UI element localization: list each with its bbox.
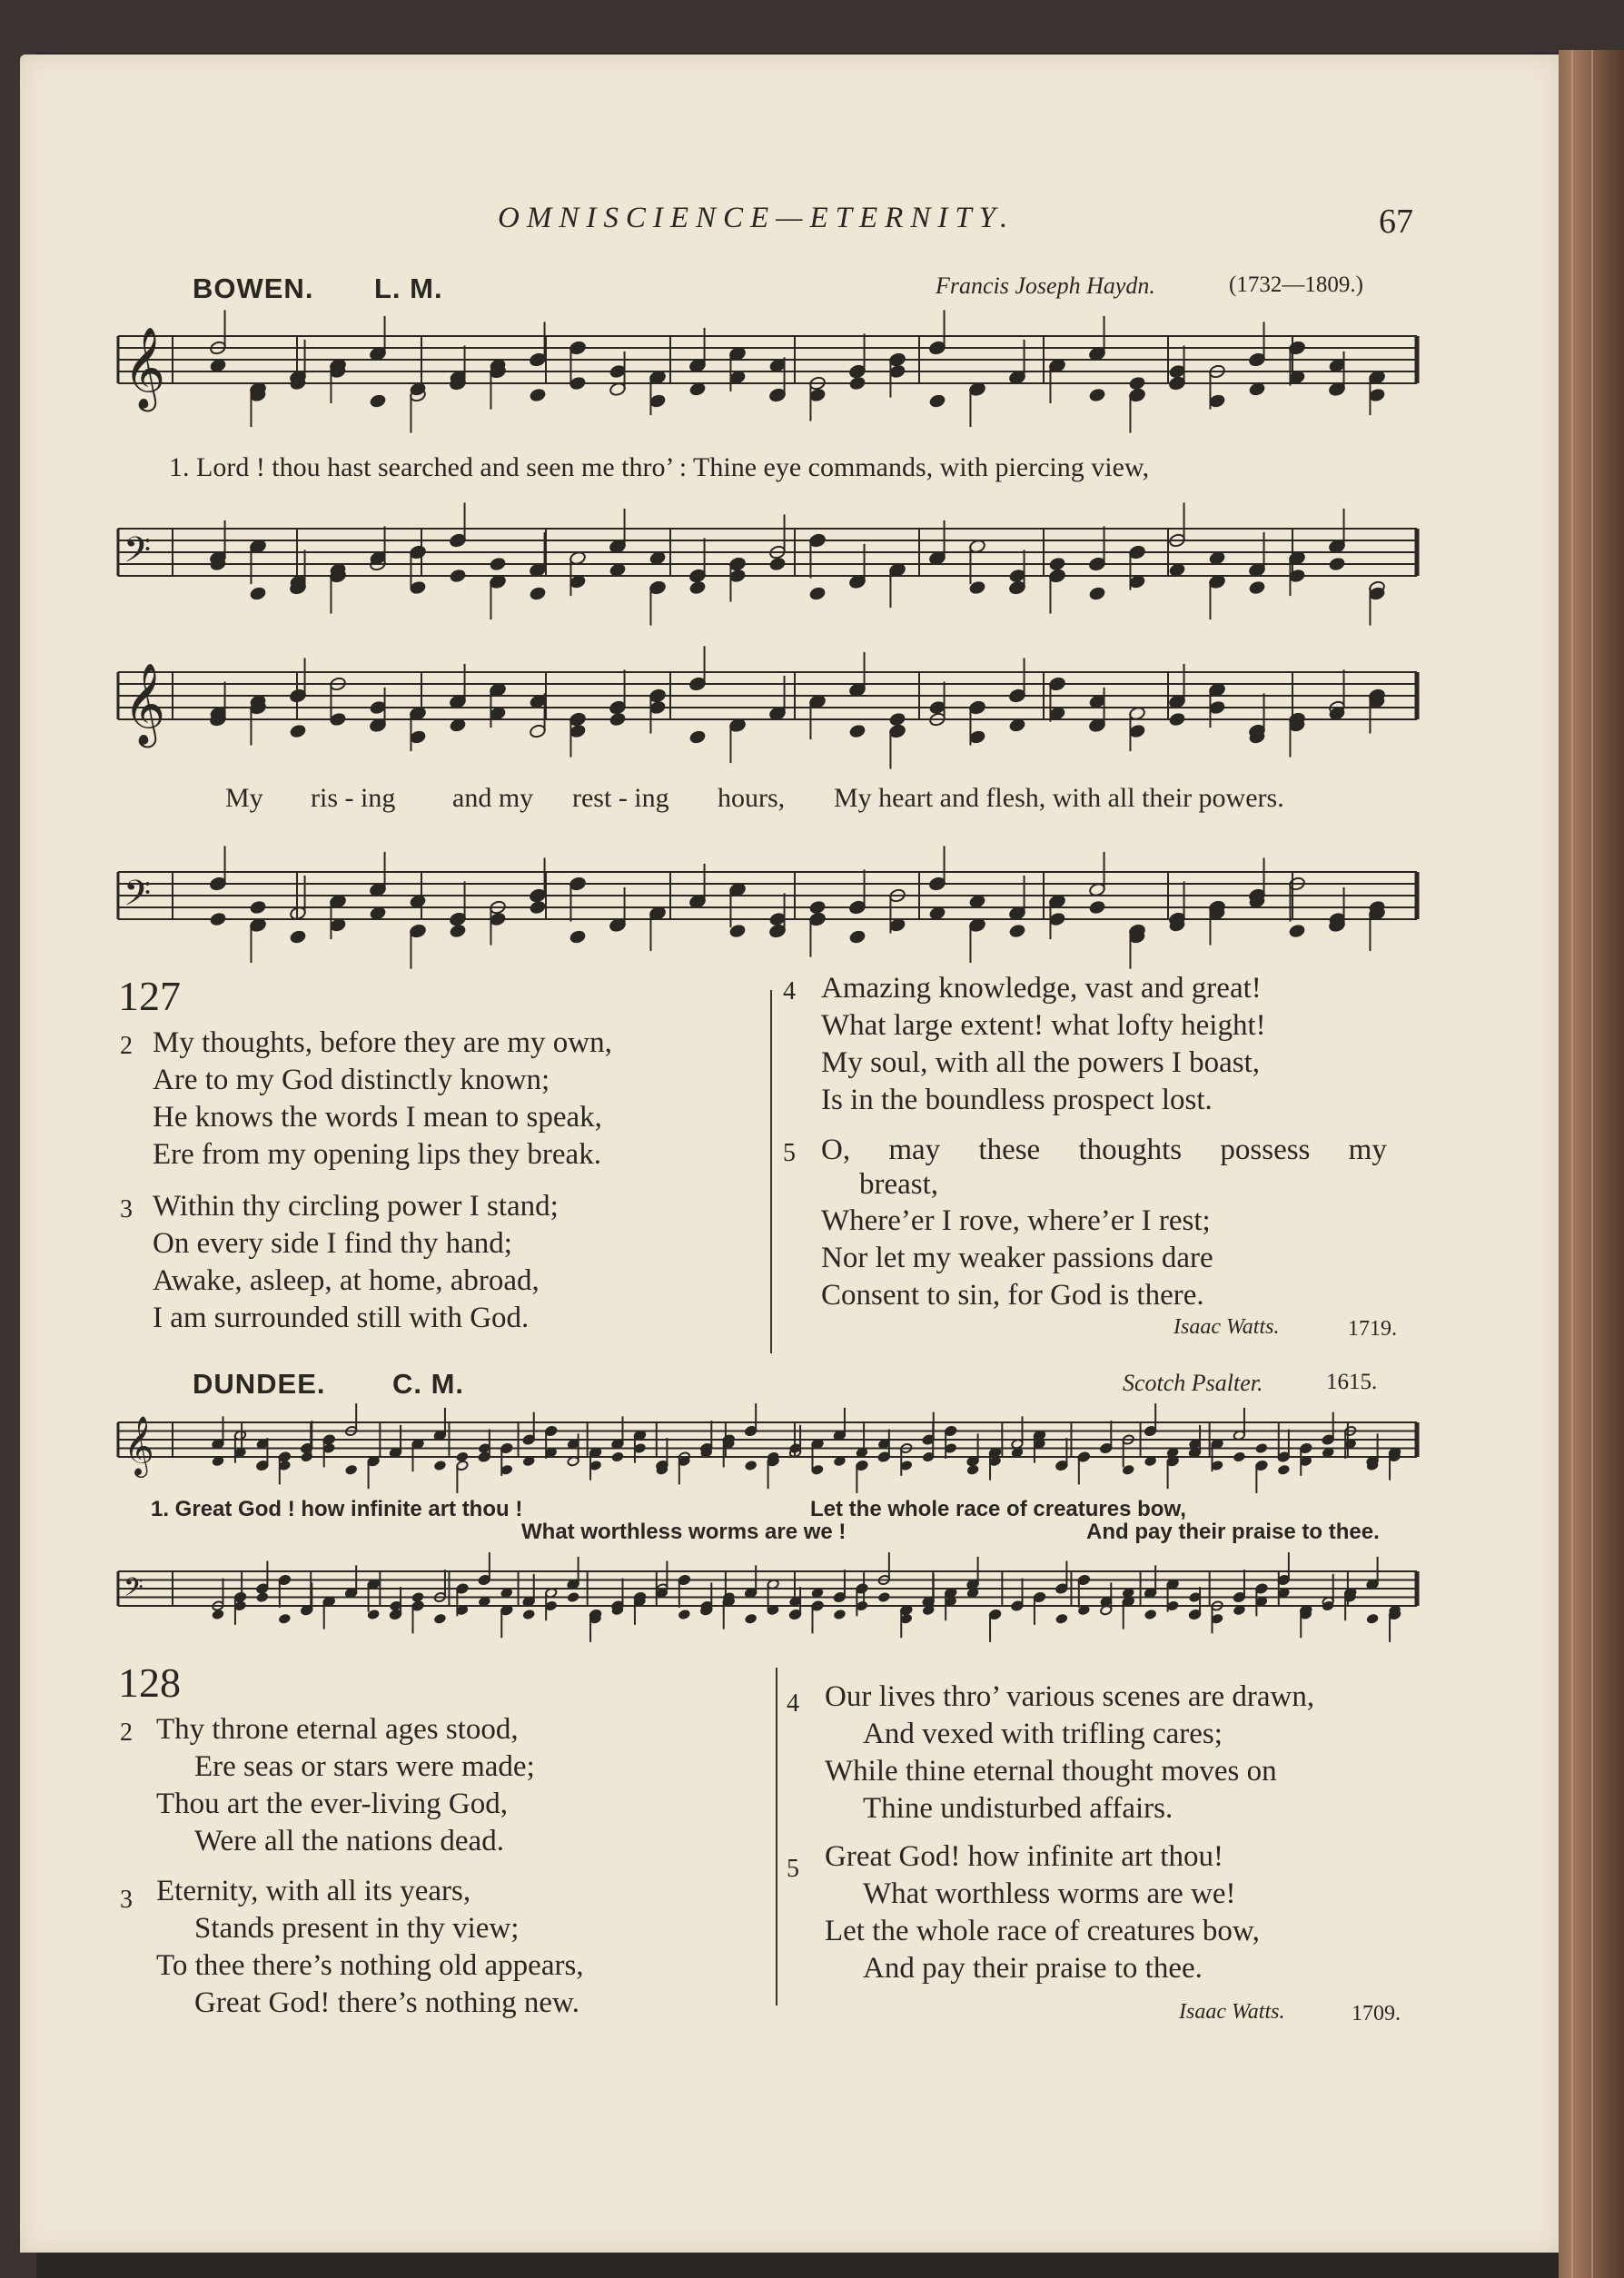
stanza-number: 3 bbox=[120, 1195, 133, 1223]
verse-line: breast, bbox=[859, 1168, 939, 1201]
verse-line: What worthless worms are we! bbox=[863, 1877, 1236, 1910]
note-head bbox=[1255, 1442, 1268, 1453]
verse-line: Were all the nations dead. bbox=[194, 1825, 504, 1857]
tune1-lyric-line1: 1. Lord ! thou hast searched and seen me thro’ : Thine eye commands, with piercing view, bbox=[169, 452, 1150, 482]
bass-clef-icon: 𝄢 bbox=[124, 530, 152, 580]
tune1-lyric-word: hours, bbox=[718, 783, 786, 813]
composer: Francis Joseph Haydn. bbox=[936, 272, 1155, 299]
verse-line: He knows the words I mean to speak, bbox=[153, 1101, 602, 1134]
composer-dates: (1732—1809.) bbox=[1229, 272, 1363, 297]
verse-line: My thoughts, before they are my own, bbox=[153, 1026, 612, 1059]
verse-line: Eternity, with all its years, bbox=[156, 1875, 471, 1907]
column-divider bbox=[776, 1668, 777, 2006]
tune2-lyric: And pay their praise to thee. bbox=[1086, 1520, 1380, 1544]
tune1-lyric-word: ris - ing bbox=[311, 783, 396, 813]
note-head bbox=[529, 900, 546, 916]
bass-clef-icon: 𝄢 bbox=[124, 1572, 144, 1609]
note-head bbox=[489, 557, 506, 572]
tune1-lyric-word: and my bbox=[452, 783, 534, 813]
hymn-year: 1719. bbox=[1348, 1317, 1397, 1341]
note-head bbox=[249, 900, 266, 916]
column-divider bbox=[770, 990, 772, 1353]
verse-line: What large extent! what lofty height! bbox=[821, 1009, 1266, 1042]
note-head bbox=[678, 1609, 690, 1619]
note-head bbox=[1288, 924, 1305, 939]
verse-line: Great God! how infinite art thou! bbox=[825, 1840, 1223, 1873]
verse-line: Stands present in thy view; bbox=[194, 1912, 520, 1945]
verse-line: I am surrounded still with God. bbox=[153, 1302, 530, 1334]
verse-line: My soul, with all the powers I boast, bbox=[821, 1046, 1261, 1079]
note-head bbox=[609, 712, 626, 728]
tune-source-year: 1615. bbox=[1326, 1370, 1378, 1394]
note-head bbox=[529, 586, 546, 601]
note-head bbox=[212, 1609, 224, 1619]
note-head bbox=[848, 929, 866, 945]
tune-name: DUNDEE. bbox=[193, 1368, 326, 1400]
verse-line: Awake, asleep, at home, abroad, bbox=[153, 1264, 540, 1297]
verse-line: On every side I find thy hand; bbox=[153, 1227, 512, 1260]
verse-line: Thy throne eternal ages stood, bbox=[156, 1713, 519, 1746]
note-head bbox=[1055, 1613, 1068, 1624]
note-head bbox=[449, 569, 466, 584]
verse-line: Where’er I rove, where’er I rest; bbox=[821, 1204, 1211, 1237]
note-head bbox=[569, 929, 586, 945]
note-head bbox=[411, 1591, 424, 1602]
note-head bbox=[1088, 586, 1105, 601]
note-head bbox=[1248, 580, 1265, 596]
page-number: 67 bbox=[1379, 203, 1413, 241]
note-head bbox=[1328, 557, 1345, 572]
note-head bbox=[1366, 1613, 1379, 1624]
note-head bbox=[888, 712, 906, 728]
note-head bbox=[1048, 557, 1065, 572]
note-head bbox=[745, 1613, 758, 1624]
treble-clef-icon: 𝄞 bbox=[124, 663, 166, 746]
note-head bbox=[289, 929, 306, 945]
note-head bbox=[848, 724, 866, 739]
note-head bbox=[1144, 1609, 1157, 1619]
note-head bbox=[611, 1451, 624, 1462]
note-head bbox=[848, 376, 866, 391]
verse-line: Ere from my opening lips they break. bbox=[153, 1138, 601, 1171]
bass-clef-icon: 𝄢 bbox=[124, 874, 152, 924]
verse-line: Is in the boundless prospect lost. bbox=[821, 1084, 1213, 1116]
note-head bbox=[369, 393, 386, 409]
note-head bbox=[1088, 900, 1105, 916]
running-title: OMNISCIENCE—ETERNITY. bbox=[498, 202, 1015, 234]
verse-line: Within thy circling power I stand; bbox=[153, 1190, 559, 1223]
stanza-number: 5 bbox=[787, 1855, 799, 1883]
note-head bbox=[688, 580, 706, 596]
note-head bbox=[808, 586, 826, 601]
stanza-number: 4 bbox=[787, 1689, 799, 1718]
tune1-lyric-word: rest - ing bbox=[572, 783, 669, 813]
hymn-number: 127 bbox=[118, 973, 181, 1019]
note-head bbox=[433, 1460, 446, 1471]
note-head bbox=[1277, 1464, 1290, 1475]
tune-source: Scotch Psalter. bbox=[1123, 1370, 1263, 1396]
hymn-author: Isaac Watts. bbox=[1173, 1315, 1280, 1339]
note-head bbox=[345, 1464, 358, 1475]
verse-line: Thou art the ever-living God, bbox=[156, 1788, 508, 1820]
verse-line: While thine eternal thought moves on bbox=[825, 1755, 1277, 1788]
verse-line: And vexed with trifling cares; bbox=[863, 1718, 1223, 1750]
note-head bbox=[1128, 376, 1145, 391]
verse-line: Amazing knowledge, vast and great! bbox=[821, 972, 1262, 1005]
tune-name: BOWEN. bbox=[193, 272, 314, 304]
tune2-lyric: 1. Great God ! how infinite art thou ! bbox=[151, 1497, 523, 1521]
verse-line: Let the whole race of creatures bow, bbox=[825, 1915, 1260, 1947]
note-head bbox=[249, 586, 266, 601]
note-head bbox=[256, 1591, 269, 1602]
treble-clef-icon: 𝄞 bbox=[124, 327, 166, 410]
tune1-lyric-word: My heart and flesh, with all their powers. bbox=[834, 783, 1284, 813]
stanza-number: 2 bbox=[120, 1032, 133, 1060]
hymn-author: Isaac Watts. bbox=[1179, 2000, 1285, 2024]
treble-clef-icon: 𝄞 bbox=[124, 1415, 154, 1476]
note-head bbox=[529, 388, 546, 403]
note-head bbox=[449, 924, 466, 939]
note-head bbox=[1168, 712, 1185, 728]
note-head bbox=[688, 729, 706, 745]
note-head bbox=[522, 1609, 535, 1619]
verse-line: And pay their praise to thee. bbox=[863, 1952, 1203, 1985]
tune-meter: L. M. bbox=[374, 272, 443, 304]
stanza-number: 2 bbox=[120, 1718, 133, 1747]
verse-line: To thee there’s nothing old appears, bbox=[156, 1949, 584, 1982]
note-head bbox=[966, 1464, 979, 1475]
verse-line: Nor let my weaker passions dare bbox=[821, 1242, 1213, 1274]
note-head bbox=[768, 557, 786, 572]
note-head bbox=[567, 1591, 579, 1602]
verse-line: Our lives thro’ various scenes are drawn, bbox=[825, 1680, 1315, 1713]
note-head bbox=[278, 1613, 291, 1624]
stanza-number: 5 bbox=[783, 1139, 796, 1167]
verse-line: Are to my God distinctly known; bbox=[153, 1064, 550, 1096]
note-head bbox=[209, 912, 226, 927]
verse-line: Thine undisturbed affairs. bbox=[863, 1792, 1173, 1825]
verse-line: Consent to sin, for God is there. bbox=[821, 1279, 1204, 1312]
note-head bbox=[833, 1609, 846, 1619]
verse-line: O, may these thoughts possess my bbox=[821, 1134, 1387, 1166]
verse-line: Great God! there’s nothing new. bbox=[194, 1986, 579, 2019]
tune-meter: C. M. bbox=[392, 1368, 465, 1400]
note-head bbox=[1088, 388, 1105, 403]
hymn-number: 128 bbox=[118, 1659, 181, 1706]
note-head bbox=[745, 1460, 758, 1471]
stanza-number: 3 bbox=[120, 1886, 133, 1914]
note-head bbox=[808, 900, 826, 916]
note-head bbox=[877, 1591, 890, 1602]
hymn-year: 1709. bbox=[1352, 2002, 1401, 2025]
stanza-number: 4 bbox=[783, 977, 796, 1005]
tune2-lyric: What worthless worms are we ! bbox=[521, 1520, 847, 1544]
note-head bbox=[928, 393, 946, 409]
verse-line: Ere seas or stars were made; bbox=[194, 1750, 535, 1783]
note-head bbox=[456, 1451, 469, 1462]
note-head bbox=[433, 1613, 446, 1624]
tune2-lyric: Let the whole race of creatures bow, bbox=[810, 1497, 1186, 1521]
note-head bbox=[289, 724, 306, 739]
tune1-lyric-word: My bbox=[225, 783, 263, 813]
note-head bbox=[1008, 924, 1025, 939]
note-head bbox=[1233, 1451, 1245, 1462]
